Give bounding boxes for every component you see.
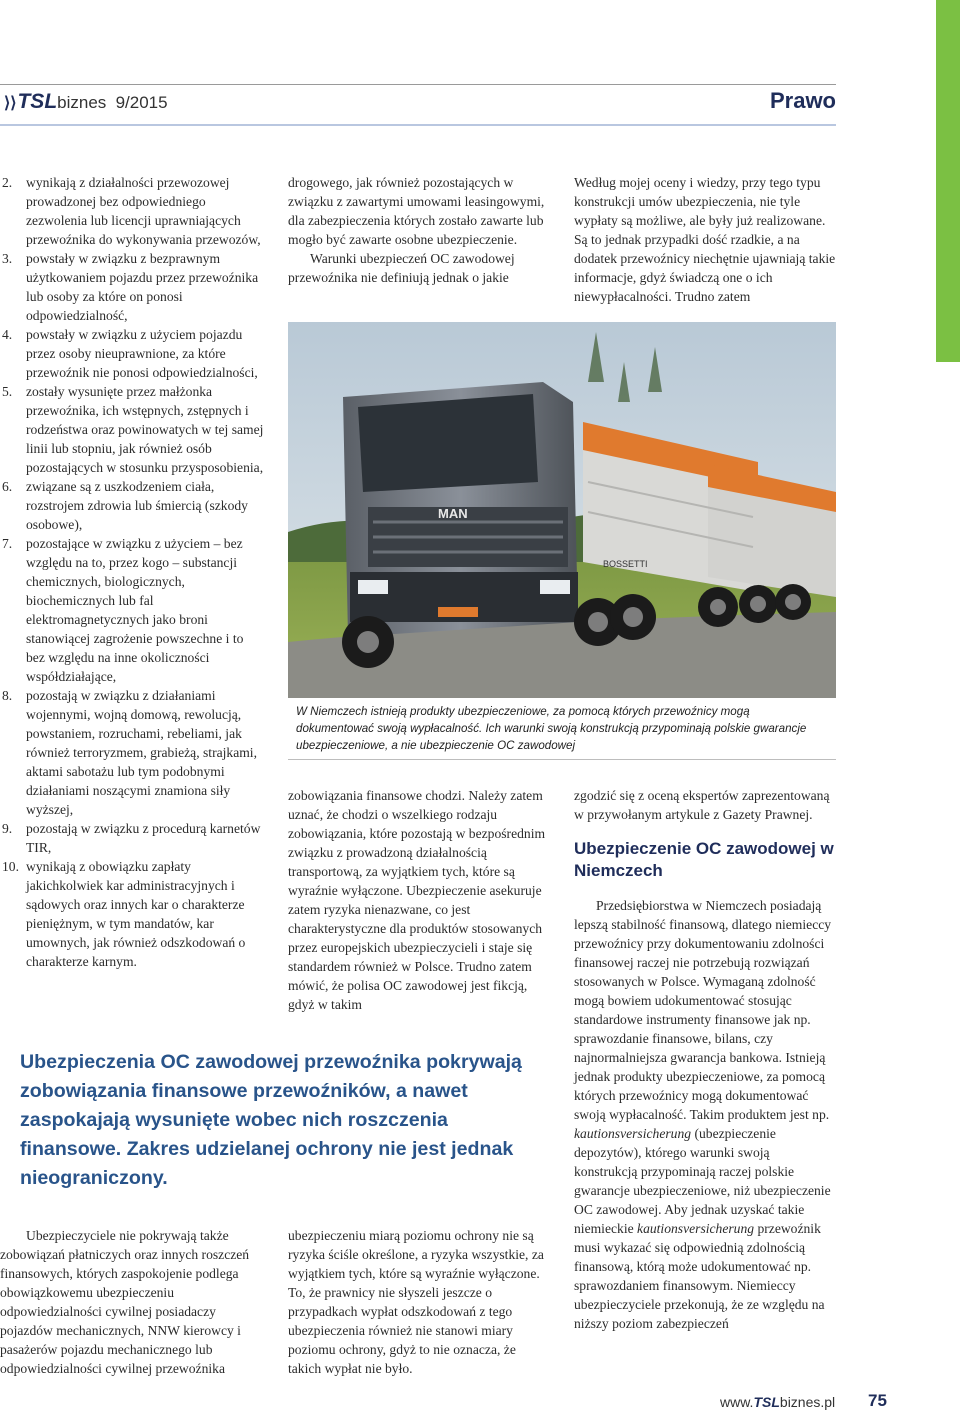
list-item: 6. związane są z uszkodzeniem ciała, rozstrojem zdrowia lub śmiercią (szkody osobowe), bbox=[2, 479, 248, 532]
cab-badge: MAN bbox=[438, 506, 468, 521]
column-1-bottom: Ubezpieczyciele nie pokrywają także zobowiązań płatniczych oraz innych roszczeń finansowych, których zaspokojenie podlega obowiązkowemu ubezpieczeniu odpowiedzialności cywilnej posiadaczy pojazdów mechanicznych, NNW kierowcy i pasażerów pojazdu mechanicznego lub odpowiedzialności cywilnej przewoźnika bbox=[0, 1228, 250, 1376]
list-item: 5. zostały wysunięte przez małżonka przewoźnika, ich wstępnych, zstępnych i rodzeństwa oraz powinowatych w tej samej linii lub stopniu, jak również osób pozostających w stosunku przysposobienia, bbox=[2, 384, 264, 475]
logo-arrow-icon: ⟩⟩ bbox=[4, 95, 17, 112]
magazine-logo bbox=[4, 90, 168, 114]
header-bottom-rule bbox=[0, 124, 836, 126]
paragraph: zgodzić się z oceną ekspertów zaprezentowaną w przywołanym artykule z Gazety Prawnej. bbox=[574, 788, 830, 822]
issue-number: 9/2015 bbox=[115, 93, 168, 112]
truck-photo bbox=[288, 322, 836, 698]
list-item: 7. pozostające w związku z użyciem – bez względu na to, przez kogo – substancji chemicznych, biologicznych, biochemicznych lub fal elektromagnetycznych jako broni stanowiącej zagrożenie powszechne i to bez względu na inne okoliczności współdziałające, bbox=[2, 536, 244, 684]
trailer-brand: BOSSETTI bbox=[603, 559, 648, 569]
paragraph: zobowiązania finansowe chodzi. Należy zatem uznać, że chodzi o wszelkiego rodzaju zobowiązania, które pozostają w bezpośrednim związku z prowadzoną działalnością transportową, za wyjątkiem tych, które są wyraźnie wyłączone. Ubezpieczenie asekuruje zatem ryzyka nienazwane, co jest charakterystyczne dla produktów stosowanych przez europejskich ubezpieczycieli i staje się standardem również w Polsce. Trudno zatem mówić, że polisa OC zawodowej jest fikcją, gdyż w takim bbox=[288, 788, 546, 1012]
section-title: Prawo bbox=[769, 88, 836, 113]
paragraph: Według mojej oceny i wiedzy, przy tego typu konstrukcji umów ubezpieczenia, nie tyle wypłaty są możliwe, ale były już realizowane. Są to jednak przypadki dość rzadkie, a na dodatek przewoźnicy niechętnie ujawniają takie informacje, gdyż świadczą one o ich niewypłacalności. Trudno zatem bbox=[574, 175, 836, 304]
list-item: 2. wynikają z działalności przewozowej prowadzonej bez odpowiedniego zezwolenia lub licencji uprawniających przewoźnika do wykonywania przewozów, bbox=[2, 175, 261, 247]
column-2-middle bbox=[288, 786, 550, 1014]
paragraph: Warunki ubezpieczeń OC zawodowej przewoźnika nie definiują jednak o jakie bbox=[288, 251, 515, 285]
section-color-tab bbox=[936, 0, 960, 362]
list-item: 9. pozostają w związku z procedurą karnetów TIR, bbox=[2, 821, 261, 855]
column-3-top bbox=[574, 173, 836, 306]
list-item: 8. pozostają w związku z działaniami wojennymi, wojną domową, rewolucją, powstaniem, rozruchami, rebeliami, jak również terroryzmem, grabieżą, strajkami, aktami sabotażu lub tym podobnymi działaniami noszącymi znamiona siły wyższej, bbox=[2, 688, 257, 817]
caption-rule bbox=[288, 759, 836, 760]
paragraph: Przedsiębiorstwa w Niemczech posiadają lepszą stabilność finansową, dlatego niemieccy przewoźnicy przy dokumentowaniu zdolności finansowej raczej nie potrzebują rozwiązań stosowanych w Polsce. Wymaganą zdolność mogą bowiem udokumentować stosując standardowe instrumenty finansowe jak np. sprawozdanie finansowe, bilans, czy najnormalniejsza gwarancja bankowa. Istnieją jednak produkty ubezpieczeniowe, za pomocą których przewoźnicy mogą dokumentować swoją wypłacalność. Takim produktem jest np. kautionsversicherung (ubezpieczenie depozytów), którego warunki swoją konstrukcją przypominają raczej polskie gwarancje ubezpieczeniowe, niż ubezpieczenie OC zawodowej. Aby jednak uzyskać takie niemieckie kautionsversicherung przewoźnik musi wykazać się odpowiednią zdolnością finansową, którą może udokumentować np. sprawozdaniem finansowym. Niemieccy ubezpieczyciele przekonują, że ze względu na niższy poziom zabezpieczeń bbox=[574, 898, 832, 1331]
paragraph: drogowego, jak również pozostających w związku z zawartymi umowami leasingowymi, dla zabezpieczenia których zostało zawarte lub mogło być zawarte osobne ubezpieczenie. bbox=[288, 175, 545, 247]
column-2-top bbox=[288, 173, 550, 287]
footer-url[interactable]: www.TSLbiznes.pl bbox=[720, 1394, 836, 1410]
exclusions-list bbox=[2, 173, 264, 971]
pull-quote: Ubezpieczenia OC zawodowej przewoźnika pokrywają zobowiązania finansowe przewoźników, a nawet zaspokajają wysunięte wobec nich roszczenia finansowe. Zakres udzielanej ochrony nie jest jednak nieograniczony. bbox=[20, 1051, 522, 1189]
page-number: 75 bbox=[868, 1391, 887, 1410]
list-item: 3. powstały w związku z bezprawnym użytkowaniem pojazdu przez przewoźnika lub osoby za które on ponosi odpowiedzialność, bbox=[2, 251, 259, 323]
logo-tsl: TSL bbox=[17, 90, 58, 113]
subheading: Ubezpieczenie OC zawodowej w Niemczech bbox=[574, 839, 834, 880]
list-item: 4. powstały w związku z użyciem pojazdu przez osoby nieuprawnione, za które przewoźnik nie ponosi odpowiedzialności, bbox=[2, 327, 258, 380]
list-item: 10. wynikają z obowiązku zapłaty jakichkolwiek kar administracyjnych i sądowych oraz innych kar o charakterze pieniężnym, w tym mandatów, kar umownych, jak również odszkodowań o charakterze karnym. bbox=[2, 859, 246, 969]
photo-caption: W Niemczech istnieją produkty ubezpieczeniowe, za pomocą których przewoźnicy mogą dokumentować swoją wypłacalność. Ich warunki swoją konstrukcją przypominają polskie gwarancje ubezpieczeniowe, a nie ubezpieczenie OC zawodowej bbox=[296, 705, 807, 752]
column-2-bottom: ubezpieczeniu miarą poziomu ochrony nie są ryzyka ściśle określone, a ryzyka wszystkie, za wyjątkiem tych, które są wyraźnie wyłączone. To, że prawnicy nie słyszeli jeszcze o przypadkach wypłat odszkodowań z tego ubezpieczenia również nie stanowi miary poziomu ochrony, gdyż to nie oznacza, że takich wypłat nie było. bbox=[288, 1228, 544, 1376]
logo-biznes: biznes bbox=[57, 93, 107, 112]
column-3-middle bbox=[574, 786, 836, 1333]
header-top-rule bbox=[0, 84, 836, 85]
